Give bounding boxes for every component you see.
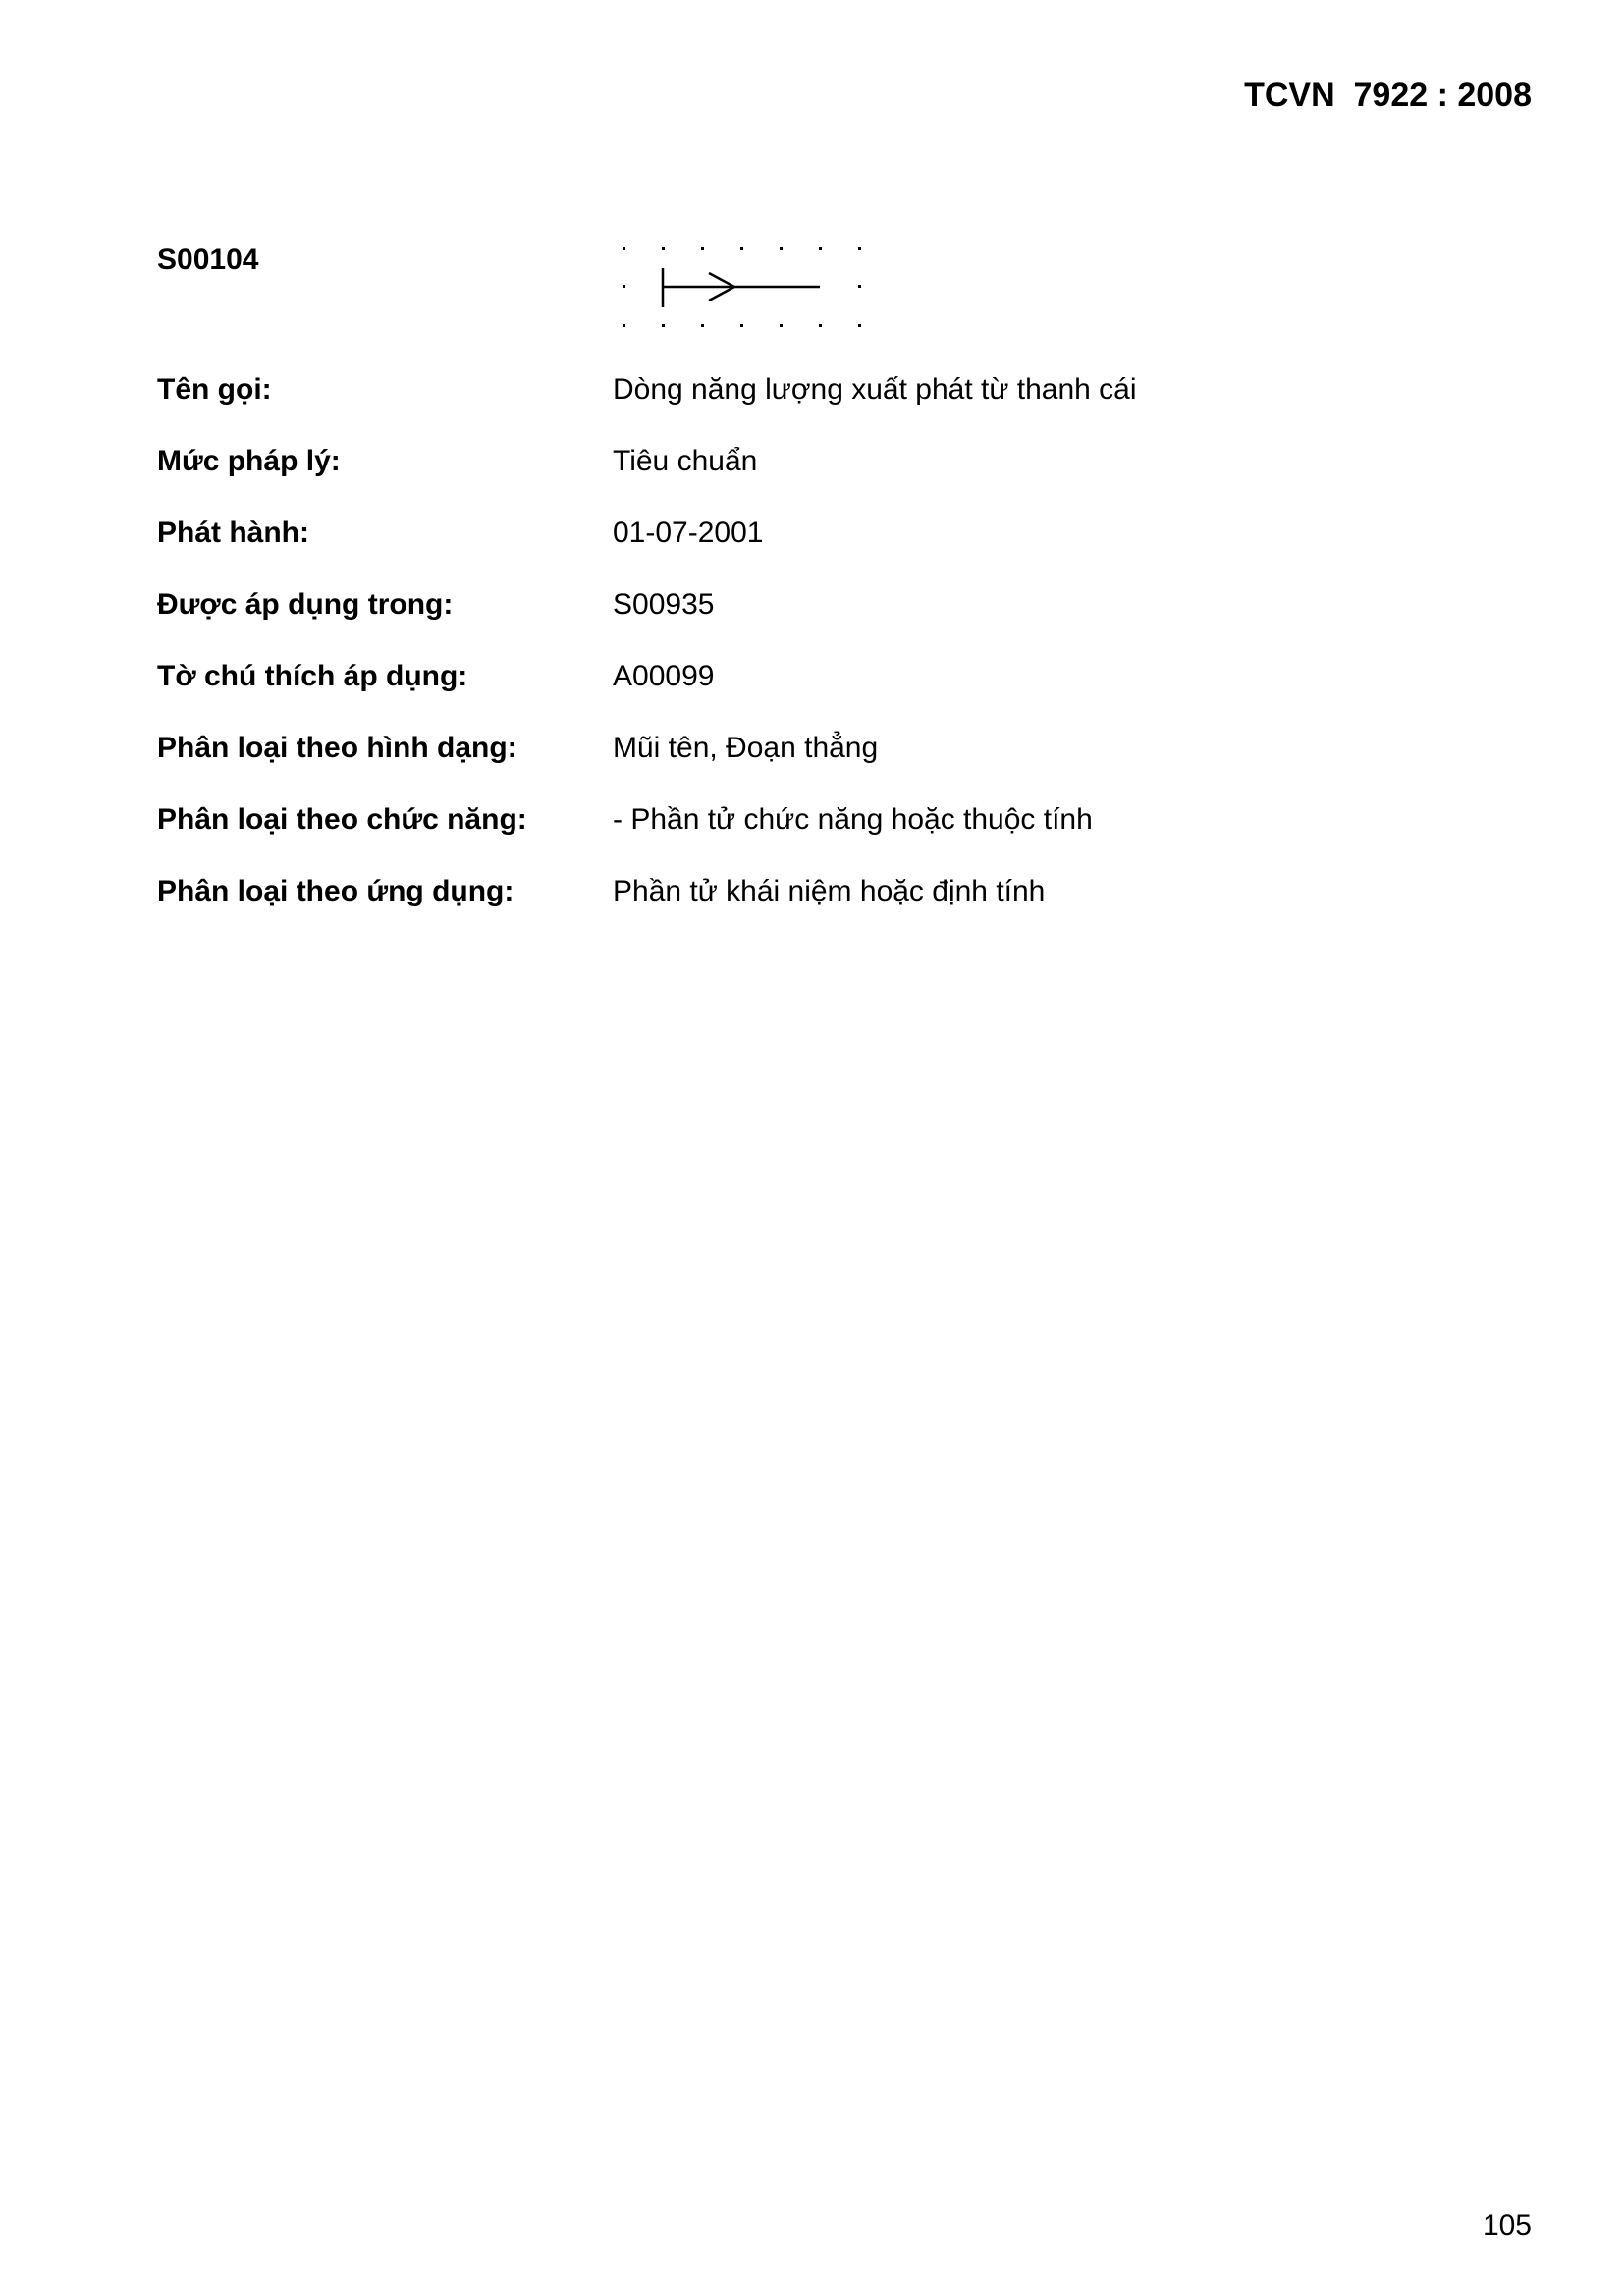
property-value: - Phần tử chức năng hoặc thuộc tính bbox=[613, 803, 1093, 836]
property-value: 01-07-2001 bbox=[613, 517, 764, 549]
busbar-outgoing-energy-flow-symbol-icon bbox=[609, 236, 874, 334]
property-row-application-note bbox=[157, 660, 1532, 732]
page-number: 105 bbox=[1482, 2210, 1532, 2242]
property-value: S00935 bbox=[613, 588, 715, 621]
property-label: Được áp dụng trong: bbox=[157, 588, 454, 621]
property-label: Phân loại theo ứng dụng: bbox=[157, 875, 514, 907]
property-value: Phần tử khái niệm hoặc định tính bbox=[613, 875, 1046, 907]
property-row-legal-level bbox=[157, 445, 1532, 517]
property-label: Tên gọi: bbox=[157, 373, 272, 406]
property-row-applied-in bbox=[157, 588, 1532, 660]
property-row-application-class bbox=[157, 875, 1532, 947]
property-row-name bbox=[157, 373, 1532, 445]
property-label: Tờ chú thích áp dụng: bbox=[157, 660, 468, 692]
symbol-properties bbox=[157, 373, 1532, 947]
property-label: Phân loại theo hình dạng: bbox=[157, 732, 517, 764]
property-value: A00099 bbox=[613, 660, 715, 692]
property-row-release bbox=[157, 517, 1532, 588]
property-row-shape-class bbox=[157, 732, 1532, 803]
symbol-code: S00104 bbox=[157, 244, 259, 276]
property-label: Phát hành: bbox=[157, 517, 309, 549]
property-value: Dòng năng lượng xuất phát từ thanh cái bbox=[613, 373, 1137, 406]
property-label: Mức pháp lý: bbox=[157, 445, 341, 477]
property-value: Tiêu chuẩn bbox=[613, 445, 758, 477]
property-row-function-class bbox=[157, 803, 1532, 875]
property-label: Phân loại theo chức năng: bbox=[157, 803, 527, 836]
property-value: Mũi tên, Đoạn thẳng bbox=[613, 732, 879, 764]
document-header: TCVN 7922 : 2008 bbox=[1244, 77, 1532, 114]
